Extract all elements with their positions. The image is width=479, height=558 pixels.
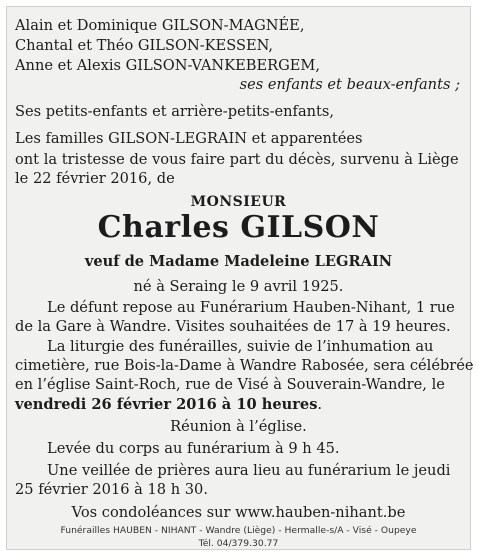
funeral-date: vendredi 26 février 2016 à 10 heures: [15, 396, 318, 413]
family-line-3: Anne et Alexis GILSON-VANKEBERGEM,: [15, 57, 321, 74]
levee-line: Levée du corps au funérarium à 9 h 45.: [47, 440, 340, 457]
families-line-3: le 22 février 2016, de: [15, 170, 175, 187]
repose-line-2: de la Gare à Wandre. Visites souhaitées de 17 à 19 heures.: [15, 318, 451, 335]
families-line-2: ont la tristesse de vous faire part du décès, survenu à Liège: [15, 151, 459, 168]
grandchildren-line: Ses petits-enfants et arrière-petits-enfants,: [15, 103, 335, 120]
deceased-name: Charles GILSON: [97, 210, 380, 245]
footer-line-2: Tél. 04/379.30.77: [198, 538, 279, 549]
deceased-widower: veuf de Madame Madeleine LEGRAIN: [84, 253, 393, 270]
veillee-line-1: Une veillée de prières aura lieu au funérarium le jeudi: [47, 462, 451, 479]
liturgy-line-1: La liturgie des funérailles, suivie de l’inhumation au: [47, 338, 434, 355]
liturgy-line-3: en l’église Saint-Roch, rue de Visé à Souverain-Wandre, le: [15, 376, 445, 393]
deceased-title: MONSIEUR: [190, 194, 287, 210]
condolences-line: Vos condoléances sur www.hauben-nihant.be: [71, 504, 406, 521]
liturgy-line-2: cimetière, rue Bois-la-Dame à Wandre Rabosée, sera célébrée: [15, 357, 474, 374]
footer-line-1: Funérailles HAUBEN - NIHANT - Wandre (Liège) - Hermalle-s/A - Visé - Oupeye: [60, 525, 417, 536]
veillee-line-2: 25 février 2016 à 18 h 30.: [15, 481, 208, 498]
families-line-1: Les familles GILSON-LEGRAIN et apparentées: [15, 130, 363, 147]
death-notice: [6, 6, 474, 550]
family-line-1: Alain et Dominique GILSON-MAGNÉE,: [15, 17, 305, 34]
family-line-2: Chantal et Théo GILSON-KESSEN,: [15, 37, 274, 54]
repose-line-1: Le défunt repose au Funérarium Hauben-Nihant, 1 rue: [47, 299, 455, 316]
reunion-line: Réunion à l’église.: [170, 418, 307, 435]
family-line-4: ses enfants et beaux-enfants ;: [239, 76, 460, 93]
deceased-born: né à Seraing le 9 avril 1925.: [133, 278, 344, 295]
funeral-date-period: .: [317, 396, 323, 413]
liturgy-line-4: [15, 395, 322, 414]
